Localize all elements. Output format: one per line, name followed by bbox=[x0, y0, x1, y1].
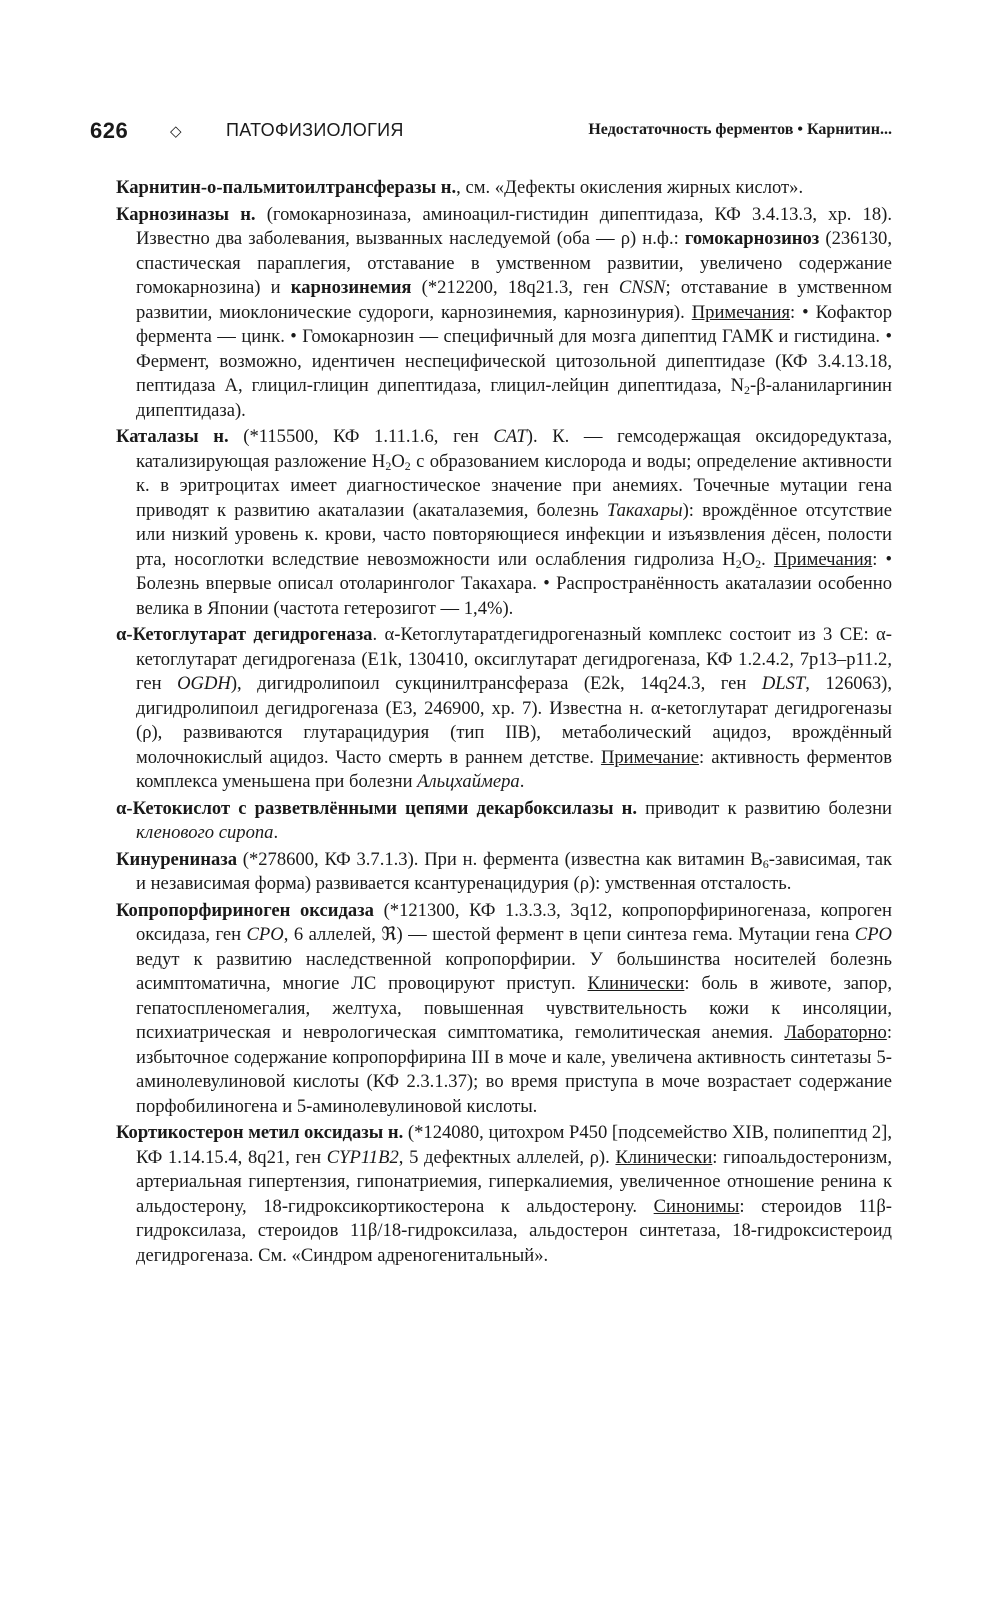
gene-name: CPO bbox=[246, 924, 284, 945]
entry-carnosinase bbox=[116, 203, 892, 424]
entry-text: (*212200, 18q21.3, ген bbox=[411, 277, 619, 298]
entry-text: , 6 аллелей, ℜ) — шестой фермент в цепи синтеза гема. Мутации гена bbox=[283, 924, 855, 945]
entry-text: : • Болезнь впервые описал отоларинголог Такахара. • Распространённость акаталазии особенно велика в Японии (частота гетерозигот — 1,4%). bbox=[136, 548, 893, 619]
section-title: ПАТОФИЗИОЛОГИЯ bbox=[226, 120, 404, 140]
note-label: Примечания bbox=[773, 548, 873, 570]
entry-text: O bbox=[391, 450, 405, 472]
diamond-icon: ◇ bbox=[170, 123, 182, 140]
note-label: Синонимы bbox=[653, 1195, 740, 1217]
entry-text: приводит к развитию болезни bbox=[637, 797, 892, 819]
entry-term: α-Кетокислот с разветвлёнными цепями декарбоксилазы н. bbox=[116, 797, 638, 819]
entry-term: Карнитин-о-пальмитоилтрансферазы н. bbox=[116, 177, 457, 198]
entry-term: Карнозиназы н. bbox=[116, 203, 256, 225]
entry-term: Копропорфириноген оксидаза bbox=[116, 899, 374, 921]
entry-text: : • Кофактор фермента — цинк. • Гомокарнозин — специфичный для мозга дипептид ГАМК и гистидина. • Фермент, возможно, идентичен неспецифической цитозольной дипептидазе (КФ 3.4.13.18, пептидаза А, глицил-глицин дипептидаза, глицил-лейцин дипептидаза, N bbox=[136, 301, 892, 396]
entry-corticosterone bbox=[116, 1121, 892, 1268]
entry-text: : избыточное содержание копропорфирина III в моче и кале, увеличена активность синтетазы 5-аминолевулиновой кислоты (КФ 2.3.1.37); во время приступа в моче возрастает содержание порфобилиногена и 5-аминолевулиновой кислоты. bbox=[136, 1022, 892, 1117]
note-label: Лабораторно bbox=[784, 1022, 887, 1043]
entry-text: . bbox=[761, 548, 774, 570]
entry-subterm: гомокарнозиноз bbox=[684, 228, 820, 249]
entry-text: (*115500, КФ 1.11.1.6, ген bbox=[228, 426, 494, 447]
entry-text: . bbox=[519, 771, 525, 792]
entry-text: (гомокарнозиназа, аминоацил-гистидин дипептидаза, КФ 3.4.13.3, хр. 18). Известно два заболевания, вызванных наследуемой (оба — ρ) н.ф.: bbox=[136, 203, 892, 249]
entry-text: (236130, спастическая параплегия, отставание в умственном развитии, увеличено содержание гомокарнозина) и bbox=[136, 228, 892, 298]
eponym: Альцхаймера bbox=[417, 771, 520, 792]
entry-term: Кинурениназа bbox=[116, 848, 238, 870]
entry-text: -β-аланиларгинин дипептидаза). bbox=[136, 375, 892, 421]
entry-text: : стероидов 11β-гидроксилаза, стероидов 11β/18-гидроксилаза, альдостерон синтетаза, 18-гидроксистероид дегидрогеназа. См. «Синдром адреногенитальный». bbox=[136, 1195, 892, 1266]
entry-coproporphyrinogen bbox=[116, 899, 892, 1120]
entry-text: (*124080, цитохром P450 [подсемейство XIB, полипептид 2], КФ 1.14.15.4, 8q21, ген bbox=[136, 1122, 892, 1168]
glossary-entries bbox=[116, 176, 892, 1270]
entry-text: -зависимая, так и независимая форма) развивается ксантуренацидурия (ρ): умственная отсталость. bbox=[136, 848, 892, 894]
entry-term: α-Кетоглутарат дегидрогеназа bbox=[116, 624, 373, 645]
note-label: Клинически bbox=[587, 973, 685, 994]
entry-ketoglutarate bbox=[116, 623, 892, 795]
entry-ketoacid bbox=[116, 797, 892, 846]
entry-text: : гипоальдостеронизм, артериальная гипертензия, гипонатриемия, гиперкалиемия, увеличенное отношение ренина к альдостерону, 18-гидроксикортикостерона к альдостерону. bbox=[136, 1146, 892, 1217]
entry-text: , см. «Дефекты окисления жирных кислот». bbox=[456, 177, 804, 198]
entry-text: ): врождённое отсутствие или низкий уровень к. крови, часто повторяющиеся инфекции и изъязвления дёсен, полости рта, носоглотки вследствие невозможности или ослабления гидролиза H bbox=[136, 499, 892, 570]
entry-text: . bbox=[273, 822, 279, 843]
subscript: 2 bbox=[755, 556, 762, 571]
entry-subterm: карнозинемия bbox=[290, 277, 412, 298]
entry-text: (*278600, КФ 3.7.1.3). При н. фермента (известна как витамин B bbox=[237, 848, 763, 870]
disease-name: кленового сиропа bbox=[136, 822, 274, 843]
gene-name: DLST bbox=[761, 673, 806, 694]
entry-text: : активность ферментов комплекса уменьшена при болезни bbox=[136, 746, 893, 792]
note-label: Примечание bbox=[600, 746, 699, 768]
gene-name: CAT bbox=[493, 426, 527, 447]
gene-name: CNSN bbox=[618, 277, 666, 298]
running-title: Недостаточность ферментов • Карнитин... bbox=[588, 121, 892, 138]
eponym: Такахары bbox=[606, 499, 683, 521]
subscript: 2 bbox=[744, 383, 751, 397]
entry-text: ; отставание в умственном развитии, миоклонические судороги, карнозинемия, карнозинурия). bbox=[136, 277, 892, 323]
subscript: 2 bbox=[735, 556, 742, 571]
page-number: 626 bbox=[90, 118, 129, 143]
subscript: 2 bbox=[404, 458, 411, 473]
gene-name: CYP11B2 bbox=[326, 1146, 399, 1168]
entry-text: (*121300, КФ 1.3.3.3, 3q12, копропорфириногеназа, копроген оксидаза, ген bbox=[136, 899, 892, 945]
entry-text: : боль в животе, запор, гепатоспленомегалия, желтуха, повышенная чувствительность кожи к инсоляции, психиатрическая и неврологическая симптоматика, гемолитическая анемия. bbox=[136, 973, 892, 1043]
entry-term: Каталазы н. bbox=[116, 426, 229, 447]
entry-catalase bbox=[116, 425, 892, 621]
entry-text: ведут к развитию наследственной копропорфирии. У большинства носителей болезнь асимптоматична, многие ЛС провоцируют приступ. bbox=[136, 948, 892, 994]
entry-text: ), дигидролипоил сукцинилтрансфераза (E2k, 14q24.3, ген bbox=[230, 673, 762, 694]
note-label: Примечания bbox=[691, 301, 791, 323]
entry-text: с образованием кислорода и воды; определение активности к. в эритроцитах имеет диагностическое значение при анемиях. Точечные мутации гена приводят к развитию акаталазии (акаталаземия, болезнь bbox=[136, 450, 893, 521]
subscript: 6 bbox=[762, 856, 769, 871]
entry-text: . α-Кетоглутаратдегидрогеназный комплекс состоит из 3 СЕ: α-кетоглутарат дегидрогеназа (E1k, 130410, оксиглутарат дегидрогеназа, КФ 1.2.4.2, 7p13–p11.2, ген bbox=[136, 624, 892, 694]
entry-text: , 5 дефектных аллелей, ρ). bbox=[398, 1146, 616, 1168]
entry-kynureninase bbox=[116, 848, 892, 897]
subscript: 2 bbox=[385, 458, 392, 473]
gene-name: OGDH bbox=[177, 673, 231, 694]
entry-text: , 126063), дигидролипоил дегидрогеназа (E3, 246900, хр. 7). Известна н. α-кетоглутарат дегидрогеназы (ρ), развиваются глутарацидурия (тип IIB), метаболический ацидоз, врождённый молочнокислый ацидоз. Часто смерть в раннем детстве. bbox=[136, 673, 893, 768]
entry-term: Кортикостерон метил оксидазы н. bbox=[116, 1122, 404, 1143]
entry-text: ). К. — гемсодержащая оксидоредуктаза, катализирующая разложение H bbox=[136, 426, 892, 472]
page-header bbox=[90, 118, 892, 148]
gene-name: CPO bbox=[854, 924, 892, 945]
entry-text: O bbox=[741, 548, 756, 570]
note-label: Клинически bbox=[615, 1146, 713, 1168]
entry-carnitine bbox=[116, 176, 892, 201]
